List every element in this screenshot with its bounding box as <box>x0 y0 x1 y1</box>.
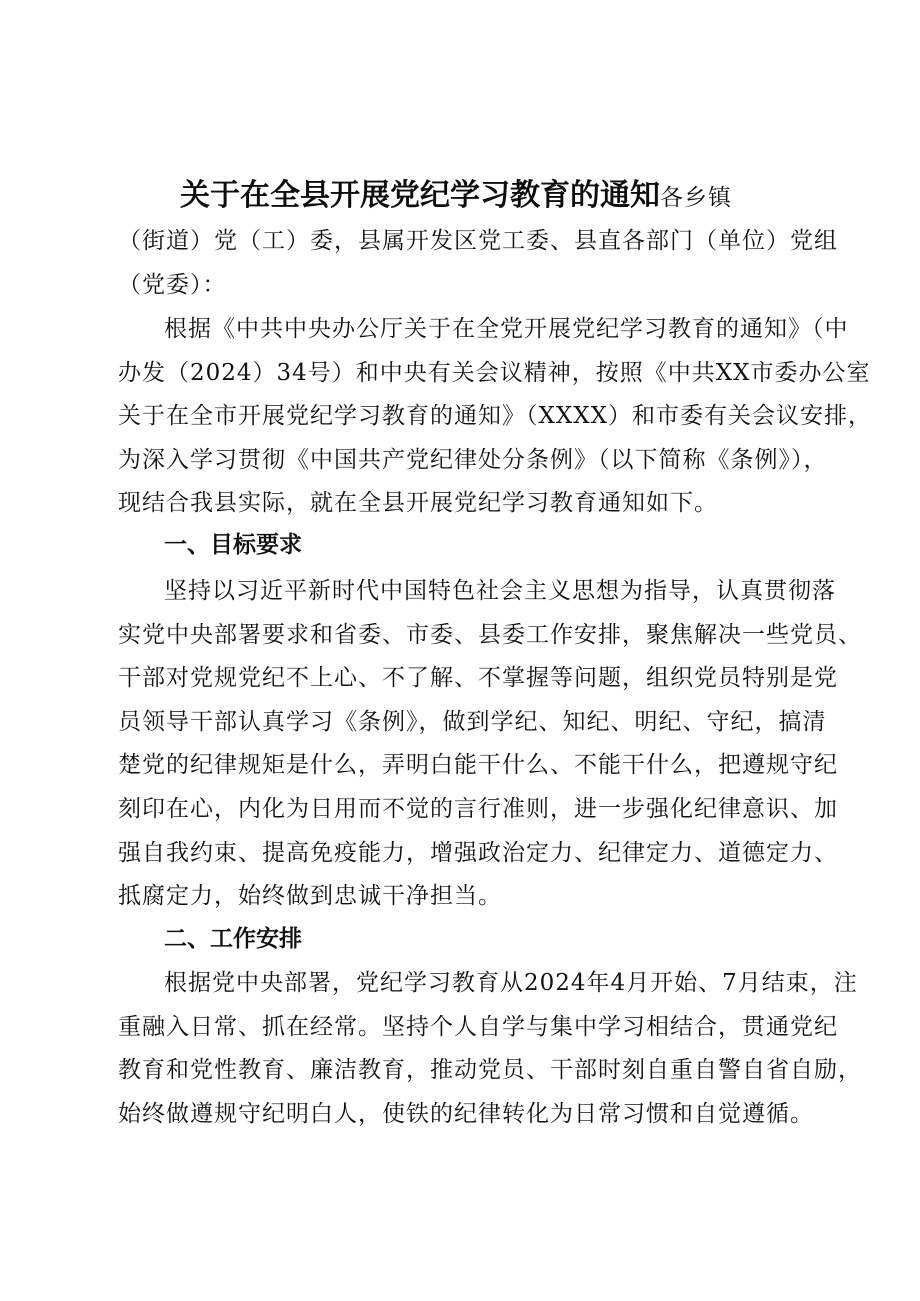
paragraph-line: 始终做遵规守纪明白人，使铁的纪律转化为日常习惯和自觉遵循。 <box>118 1100 814 1127</box>
paragraph-line: 楚党的纪律规矩是什么，弄明白能干什么、不能干什么，把遵规守纪 <box>118 752 838 779</box>
paragraph-line: 关于在全市开展党纪学习教育的通知》（XXXX）和市委有关会议安排， <box>118 403 872 430</box>
document-title: 关于在全县开展党纪学习教育的通知 <box>180 178 660 213</box>
intro-paragraph <box>118 308 872 526</box>
section-heading-2: 二、工作安排 <box>164 926 302 952</box>
paragraph-line: 实党中央部署要求和省委、市委、县委工作安排，聚焦解决一些党员、 <box>118 621 862 648</box>
section1-paragraph <box>118 570 862 919</box>
addressee-line: （党委）： <box>118 271 227 298</box>
paragraph-line: 重融入日常、抓在经常。坚持个人自学与集中学习相结合，贯通党纪 <box>118 1013 838 1040</box>
paragraph-line: 根据《中共中央办公厅关于在全党开展党纪学习教育的通知》（中 <box>164 316 849 342</box>
paragraph-line: 办发（2024）34号）和中央有关会议精神，按照《中共XX市委办公室 <box>118 359 871 386</box>
paragraph-line: 坚持以习近平新时代中国特色社会主义思想为指导，认真贯彻落 <box>164 578 836 604</box>
title-line <box>180 170 820 214</box>
paragraph-line: 干部对党规党纪不上心、不了解、不掌握等问题，组织党员特别是党 <box>118 665 838 692</box>
paragraph-line: 现结合我县实际，就在全县开展党纪学习教育通知如下。 <box>118 490 718 517</box>
paragraph-line: 强自我约束、提高免疫能力，增强政治定力、纪律定力、道德定力、 <box>118 839 838 866</box>
section-heading-1: 一、目标要求 <box>164 532 302 558</box>
paragraph-line: 为深入学习贯彻《中国共产党纪律处分条例》（以下简称《条例》）， <box>118 446 828 473</box>
addressee-line: （街道）党（工）委，县属开发区党工委、县直各部门（单位）党组 <box>118 228 838 254</box>
addressee-block <box>118 220 838 307</box>
paragraph-line: 刻印在心，内化为日用而不觉的言行准则，进一步强化纪律意识、加 <box>118 795 838 822</box>
paragraph-line: 根据党中央部署，党纪学习教育从2024年4月开始、7月结束，注 <box>164 970 858 996</box>
paragraph-line: 教育和党性教育、廉洁教育，推动党员、干部时刻自重自警自省自励， <box>118 1057 862 1084</box>
paragraph-line: 员领导干部认真学习《条例》，做到学纪、知纪、明纪、守纪，搞清 <box>118 708 827 735</box>
paragraph-line: 抵腐定力，始终做到忠诚干净担当。 <box>118 883 502 910</box>
addressee-start: 各乡镇 <box>660 185 732 211</box>
section2-paragraph <box>118 962 862 1136</box>
